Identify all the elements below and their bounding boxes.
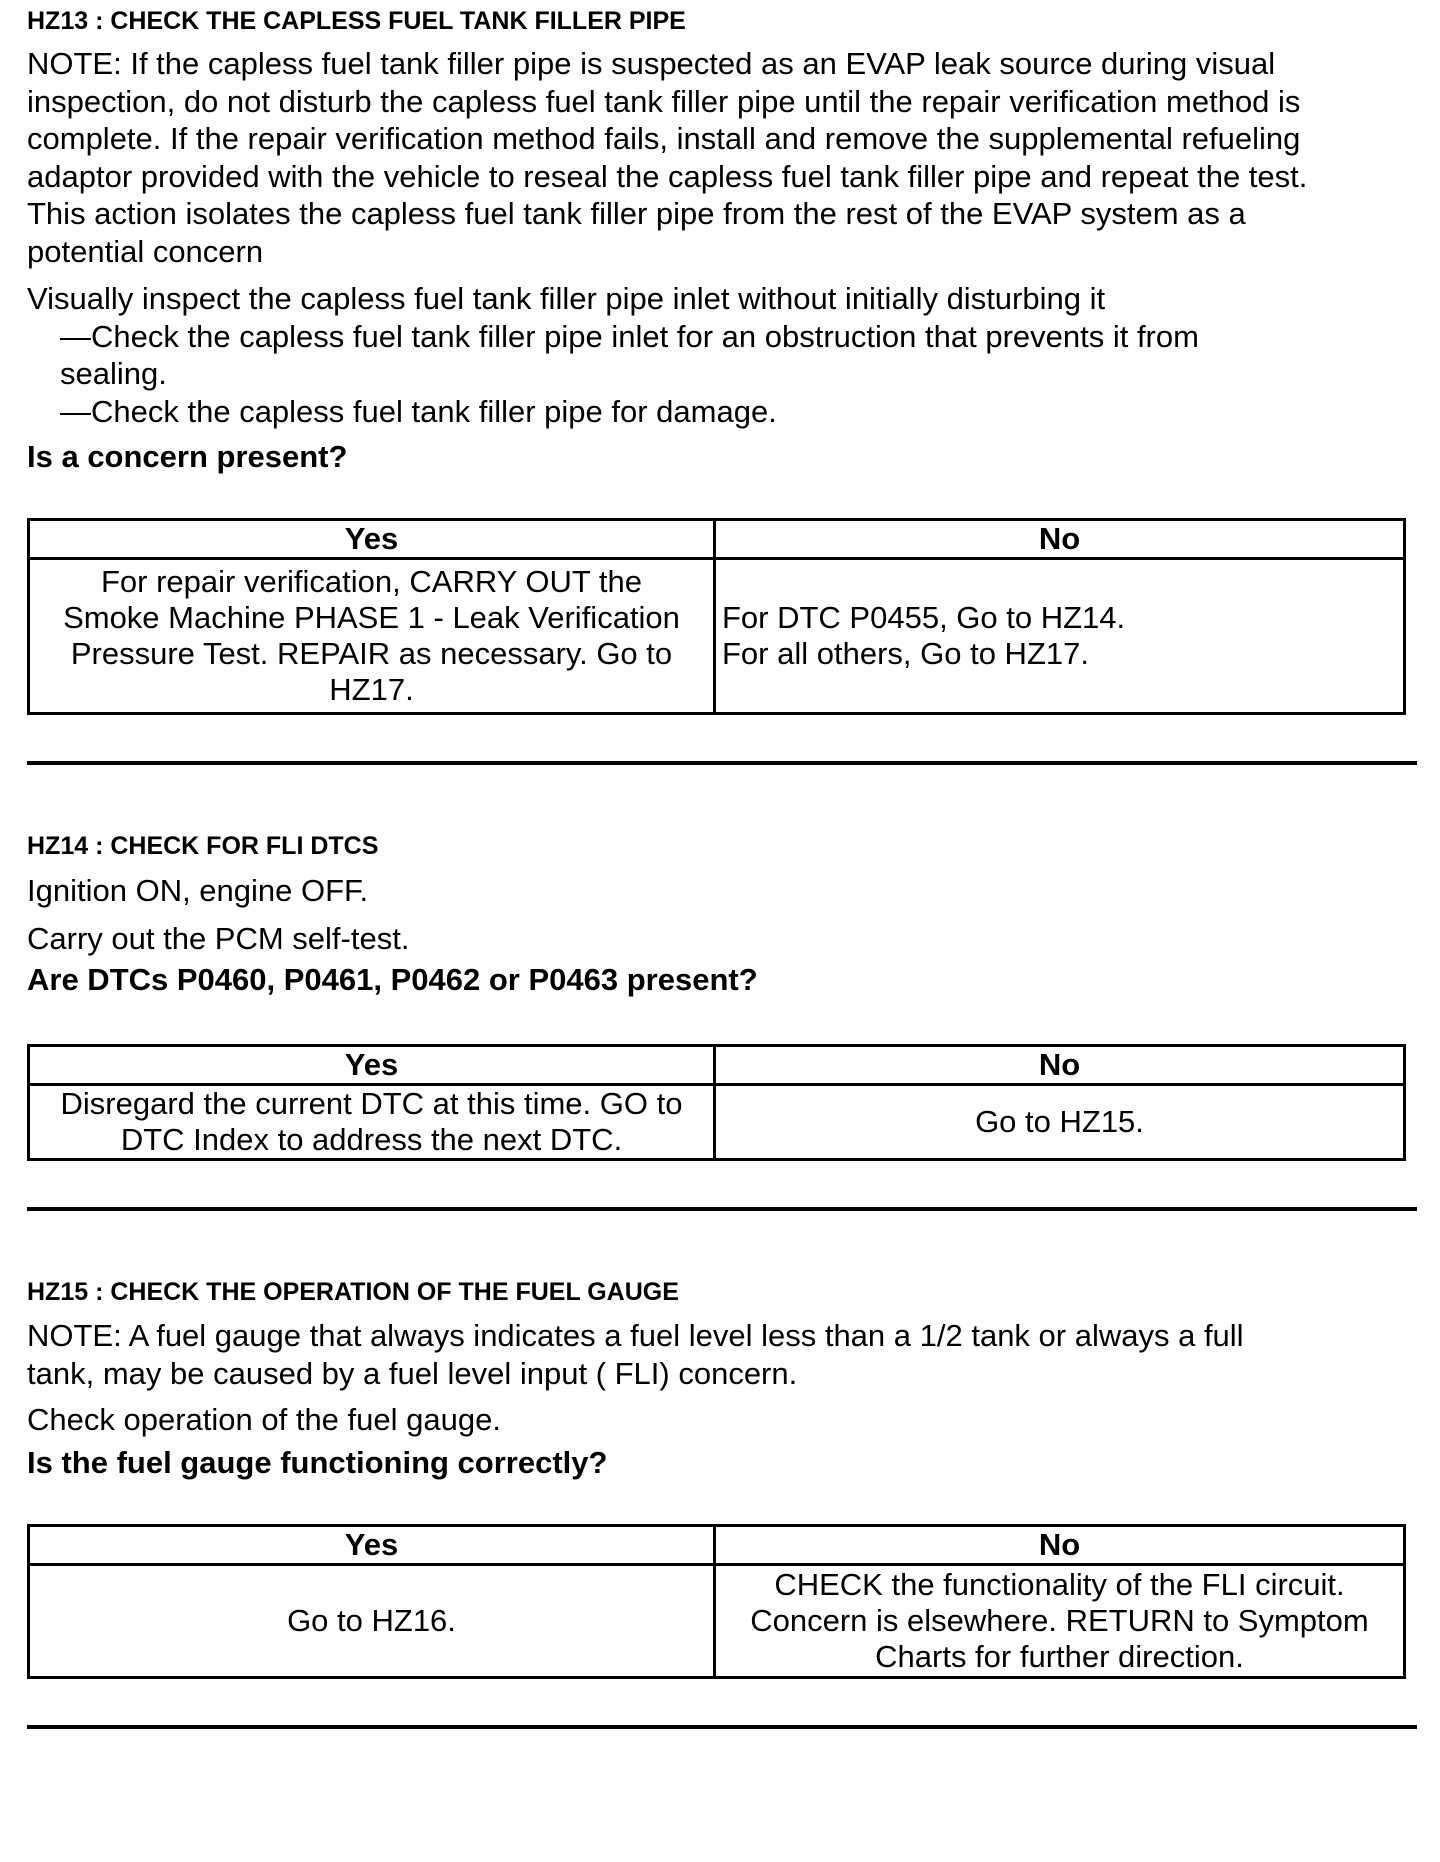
cell-line: DTC Index to address the next DTC. [120, 1122, 623, 1157]
section-hz14 [27, 765, 1417, 1161]
question: Is a concern present? [27, 439, 348, 474]
cell-line: Disregard the current DTC at this time. GO to [60, 1086, 683, 1121]
note-line: NOTE: A fuel gauge that always indicates a fuel level less than a 1/2 tank or always a full [27, 1318, 1244, 1353]
note-line: complete. If the repair verification method fails, install and remove the supplemental refueling [27, 121, 1301, 156]
cell-line: Charts for further direction. [875, 1638, 1244, 1674]
section-hz13 [27, 0, 1417, 715]
cell-line: CHECK the functionality of the FLI circuit. [774, 1566, 1345, 1602]
check-item: —Check the capless fuel tank filler pipe for damage. [60, 393, 777, 429]
cell-line: Pressure Test. REPAIR as necessary. Go to [70, 636, 673, 671]
yes-cell: Go to HZ16. [29, 1564, 715, 1677]
note [27, 1317, 1417, 1392]
yes-no-table [27, 518, 1406, 715]
check-item-continued: sealing. [60, 356, 167, 391]
instruction: Visually inspect the capless fuel tank filler pipe inlet without initially disturbing it [27, 281, 1106, 316]
question: Is the fuel gauge functioning correctly? [27, 1444, 608, 1480]
no-cell: Go to HZ15. [715, 1085, 1405, 1160]
cell-line: HZ17. [329, 672, 414, 707]
note-line: potential concern [27, 233, 264, 269]
cell-line: For DTC P0455, Go to HZ14. [722, 600, 1126, 635]
yes-header: Yes [29, 1525, 715, 1564]
no-header: No [715, 1525, 1405, 1564]
yes-header: Yes [29, 520, 715, 559]
section-hz15 [27, 1211, 1417, 1679]
section-divider [27, 1725, 1417, 1729]
yes-no-table [27, 1044, 1406, 1161]
cell-line: For all others, Go to HZ17. [722, 636, 1089, 671]
step-title: HZ15 : CHECK THE OPERATION OF THE FUEL GAUGE [27, 1278, 679, 1306]
note-line: This action isolates the capless fuel tank filler pipe from the rest of the EVAP system as a [27, 196, 1246, 231]
no-cell [715, 1564, 1405, 1677]
step-title: HZ13 : CHECK THE CAPLESS FUEL TANK FILLER PIPE [27, 7, 686, 35]
cell-line: Smoke Machine PHASE 1 - Leak Verification [63, 600, 680, 635]
document [27, 0, 1417, 1729]
question: Are DTCs P0460, P0461, P0462 or P0463 present? [27, 962, 758, 997]
no-header: No [715, 1046, 1405, 1085]
cell-line: For repair verification, CARRY OUT the [101, 564, 642, 599]
instruction: Ignition ON, engine OFF. [27, 873, 369, 908]
yes-no-table [27, 1524, 1406, 1679]
cell-line: Concern is elsewhere. RETURN to Symptom [750, 1602, 1369, 1638]
yes-cell [29, 1085, 715, 1160]
step-title: HZ14 : CHECK FOR FLI DTCS [27, 832, 379, 860]
yes-header: Yes [29, 1046, 715, 1085]
no-header: No [715, 520, 1405, 559]
note-line: adaptor provided with the vehicle to reseal the capless fuel tank filler pipe and repeat the test. [27, 158, 1308, 194]
note [27, 45, 1417, 270]
note-line: inspection, do not disturb the capless fuel tank filler pipe until the repair verification method is [27, 83, 1301, 119]
no-cell [715, 559, 1405, 714]
yes-cell [29, 559, 715, 714]
instruction: Check operation of the fuel gauge. [27, 1402, 501, 1437]
check-item: —Check the capless fuel tank filler pipe inlet for an obstruction that prevents it from [60, 318, 1199, 354]
note-line: tank, may be caused by a fuel level input ( FLI) concern. [27, 1355, 798, 1391]
instruction: Carry out the PCM self-test. [27, 920, 410, 956]
note-line: NOTE: If the capless fuel tank filler pipe is suspected as an EVAP leak source during visual [27, 46, 1276, 81]
